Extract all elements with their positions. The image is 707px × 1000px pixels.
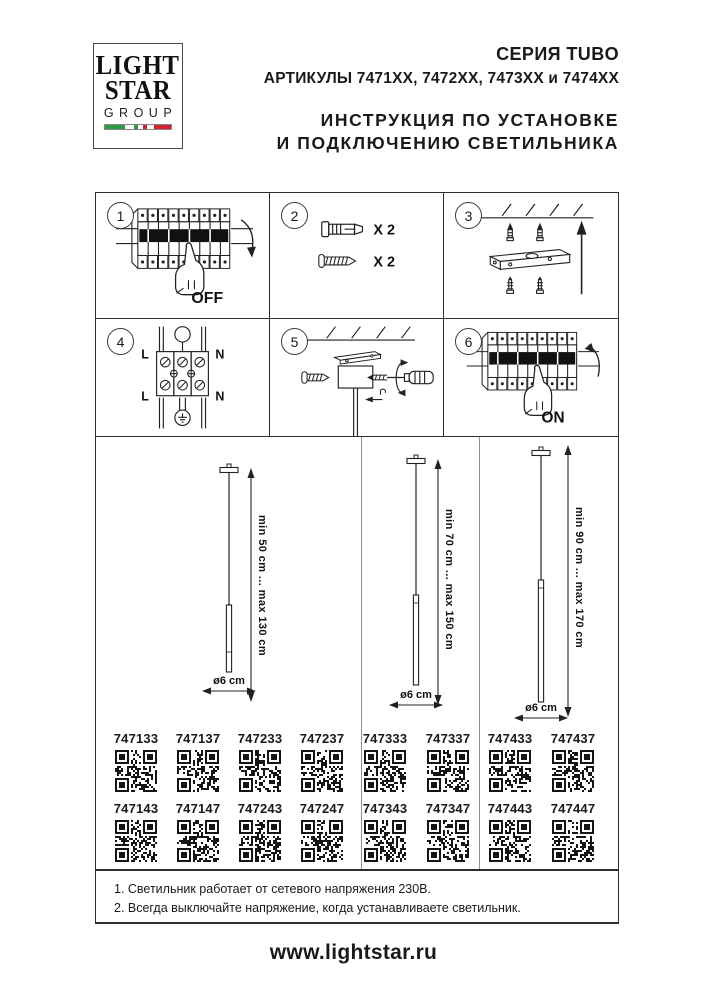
terminal-screws — [160, 357, 204, 390]
diameter-label-2: ø6 cm — [400, 689, 432, 701]
article-code: 747433 — [487, 731, 533, 746]
article-item — [482, 801, 538, 864]
bracket-icon — [334, 352, 380, 364]
article-item — [357, 731, 413, 794]
article-item — [545, 801, 601, 864]
note-line-2: 2. Всегда выключайте напряжение, когда устанавливаете светильник. — [114, 901, 521, 916]
article-item — [170, 731, 226, 794]
website-text: www.lightstar.ru — [269, 941, 438, 964]
lamp-circle-icon — [175, 327, 190, 342]
l-top-label: L — [141, 347, 149, 362]
qr-code — [425, 748, 471, 794]
lamp-variants-section — [95, 437, 619, 870]
ceiling-line — [300, 327, 415, 340]
diameter-label-3: ø6 cm — [525, 702, 557, 714]
article-code: 747143 — [113, 801, 159, 816]
diameter-arrow-3 — [514, 715, 568, 722]
screwdriver-icon — [387, 371, 433, 383]
qr-code — [113, 818, 159, 864]
hook-arrow-icon — [365, 389, 385, 402]
dimension-arrow-2 — [435, 459, 442, 705]
qr-code — [425, 818, 471, 864]
screw-qty-label: X 2 — [373, 254, 395, 271]
height-range-label-2: min 70 cm ... max 150 cm — [443, 509, 455, 651]
installation-steps-grid — [95, 192, 619, 437]
qr-code — [362, 748, 408, 794]
header — [169, 44, 619, 155]
on-label: ON — [541, 409, 565, 427]
instruction-line2: И ПОДКЛЮЧЕНИЮ СВЕТИЛЬНИКА — [276, 132, 619, 153]
article-item — [482, 731, 538, 794]
diameter-arrow-2 — [389, 702, 443, 709]
pendant-medium — [407, 455, 425, 685]
instruction-title — [169, 109, 619, 155]
article-code: 747133 — [113, 731, 159, 746]
qr-code — [299, 818, 345, 864]
dimension-arrow-1 — [248, 468, 255, 702]
anchor-qty-label: X 2 — [373, 222, 395, 239]
step-panel-2 — [270, 193, 444, 319]
off-label: OFF — [191, 290, 224, 308]
article-item — [232, 801, 288, 864]
article-code: 747333 — [362, 731, 408, 746]
step-number-4: 4 — [107, 328, 134, 355]
diameter-arrow-1 — [202, 688, 256, 695]
step-panel-5 — [270, 319, 444, 436]
article-item — [294, 801, 350, 864]
logo-word-group: GROUP — [103, 106, 178, 121]
article-code: 747437 — [550, 731, 596, 746]
article-item — [545, 731, 601, 794]
italian-flag-band — [104, 124, 172, 130]
article-code: 747447 — [550, 801, 596, 816]
mounting-bracket-icon — [490, 250, 569, 270]
step-number-5: 5 — [281, 328, 308, 355]
dimension-arrow-3 — [565, 445, 572, 717]
step-panel-1 — [96, 193, 270, 319]
article-code: 747137 — [175, 731, 221, 746]
article-code: 747233 — [237, 731, 283, 746]
article-code: 747147 — [175, 801, 221, 816]
qr-code — [299, 748, 345, 794]
step-number-6: 6 — [455, 328, 482, 355]
safety-notes — [95, 870, 619, 924]
article-code: 747443 — [487, 801, 533, 816]
up-arrow-icon — [577, 221, 587, 294]
article-code: 747343 — [362, 801, 408, 816]
article-code: 747347 — [425, 801, 471, 816]
canopy-icon — [338, 366, 373, 436]
article-item — [170, 801, 226, 864]
diameter-label-1: ø6 cm — [213, 675, 245, 687]
ceiling-line — [470, 204, 593, 218]
article-code: 747247 — [299, 801, 345, 816]
logo-word-light: LIGHT — [96, 50, 180, 80]
articles-line: АРТИКУЛЫ 7471XX, 7472XX, 7473XX и 7474XX — [263, 70, 619, 87]
article-item — [420, 801, 476, 864]
step-number-2: 2 — [281, 202, 308, 229]
article-code: 747237 — [299, 731, 345, 746]
qr-code — [237, 748, 283, 794]
logo-word-star: STAR — [104, 75, 172, 106]
qr-code — [175, 818, 221, 864]
qr-code — [175, 748, 221, 794]
qr-code — [113, 748, 159, 794]
note-line-1: 1. Светильник работает от сетевого напряжения 230В. — [114, 882, 431, 896]
ground-symbol-icon — [175, 398, 190, 426]
step-number-1: 1 — [107, 202, 134, 229]
n-top-label: N — [215, 347, 225, 362]
step-panel-4 — [96, 319, 270, 436]
article-item — [357, 801, 413, 864]
height-range-label-3: min 90 cm ... max 170 cm — [573, 507, 585, 649]
step-panel-3 — [444, 193, 618, 319]
article-item — [294, 731, 350, 794]
qr-code — [487, 818, 533, 864]
wall-anchor-icon — [322, 222, 363, 237]
qr-code — [237, 818, 283, 864]
step-number-3: 3 — [455, 202, 482, 229]
instruction-line1: ИНСТРУКЦИЯ ПО УСТАНОВКЕ — [320, 110, 619, 130]
height-range-label-1: min 50 cm ... max 130 cm — [256, 515, 268, 657]
series-title: СЕРИЯ TUBO — [496, 44, 619, 64]
qr-code — [362, 818, 408, 864]
article-code: 747243 — [237, 801, 283, 816]
screw-icon — [319, 255, 356, 268]
left-screw-icon — [302, 372, 329, 384]
qr-code — [550, 748, 596, 794]
article-item — [108, 801, 164, 864]
l-bottom-label: L — [141, 389, 149, 404]
step-panel-6 — [444, 319, 618, 436]
n-bottom-label: N — [215, 389, 225, 404]
pendant-long — [532, 447, 550, 702]
article-code: 747337 — [425, 731, 471, 746]
pendant-short — [220, 464, 238, 672]
article-item — [420, 731, 476, 794]
article-item — [108, 731, 164, 794]
qr-code — [550, 818, 596, 864]
article-item — [232, 731, 288, 794]
qr-code — [487, 748, 533, 794]
